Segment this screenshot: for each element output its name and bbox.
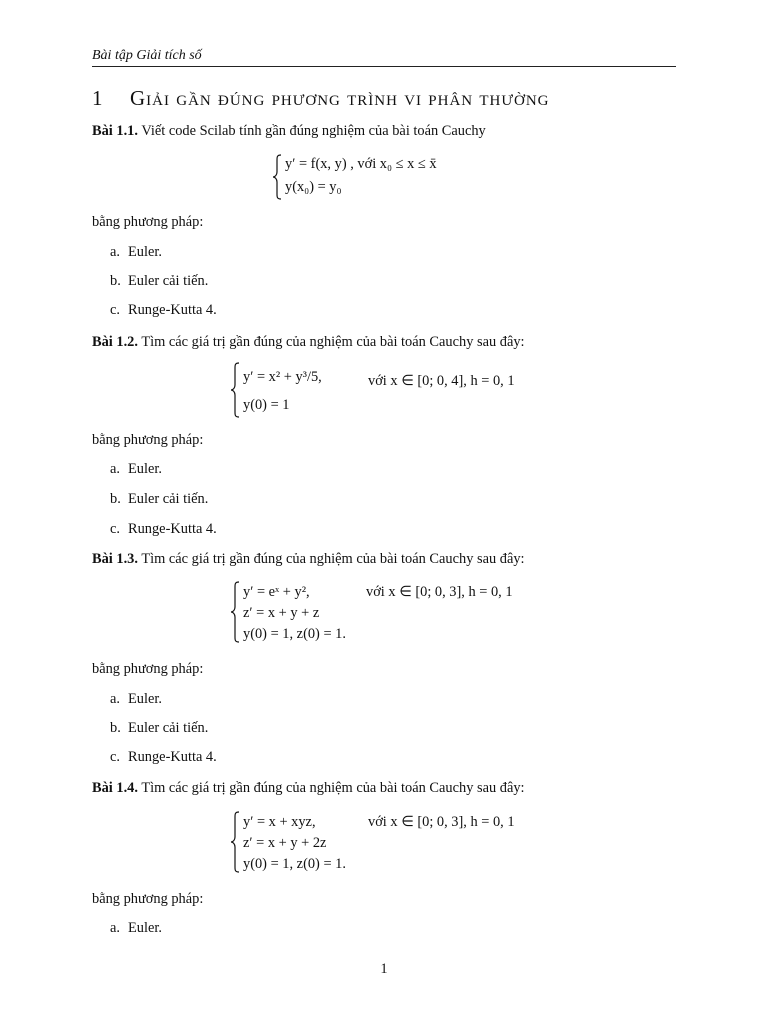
left-brace-icon bbox=[230, 811, 240, 873]
list-marker: b. bbox=[110, 273, 121, 289]
list-marker: c. bbox=[110, 749, 120, 765]
left-brace-icon bbox=[230, 581, 240, 643]
list-item bbox=[110, 490, 208, 508]
exercise-1-3-statement bbox=[92, 550, 525, 568]
list-item-text: Euler. bbox=[128, 691, 162, 707]
exercise-1-3-system bbox=[230, 581, 550, 643]
list-marker: a. bbox=[110, 244, 120, 260]
equation-line: y(x₀) = y₀ bbox=[285, 179, 342, 195]
list-item bbox=[110, 243, 162, 261]
domain-condition: với x ∈ [0; 0, 4], h = 0, 1 bbox=[368, 373, 515, 389]
list-item bbox=[110, 460, 162, 478]
method-intro: bằng phương pháp: bbox=[92, 432, 204, 448]
equation-line: y(0) = 1 bbox=[243, 397, 290, 413]
equation-line: y(0) = 1, z(0) = 1. bbox=[243, 856, 346, 872]
method-intro: bằng phương pháp: bbox=[92, 214, 204, 230]
equation-line: y′ = f(x, y) , với x₀ ≤ x ≤ x̄ bbox=[285, 156, 437, 172]
list-item bbox=[110, 690, 162, 708]
list-marker: a. bbox=[110, 691, 120, 707]
list-item-text: Runge-Kutta 4. bbox=[128, 521, 217, 537]
exercise-label: Bài 1.3. bbox=[92, 551, 138, 567]
equation-line: y′ = x² + y³/5, bbox=[243, 369, 322, 385]
exercise-prompt: Tìm các giá trị gần đúng của nghiệm của bài toán Cauchy sau đây: bbox=[141, 780, 525, 796]
exercise-1-4-statement bbox=[92, 779, 525, 797]
exercise-1-4-system bbox=[230, 811, 550, 873]
exercise-prompt: Viết code Scilab tính gần đúng nghiệm của bài toán Cauchy bbox=[141, 123, 486, 139]
list-item bbox=[110, 520, 217, 538]
list-marker: a. bbox=[110, 461, 120, 477]
exercise-prompt: Tìm các giá trị gần đúng của nghiệm của bài toán Cauchy sau đây: bbox=[141, 334, 525, 350]
section-heading bbox=[92, 86, 550, 110]
exercise-prompt: Tìm các giá trị gần đúng của nghiệm của bài toán Cauchy sau đây: bbox=[141, 551, 525, 567]
list-marker: b. bbox=[110, 491, 121, 507]
left-brace-icon bbox=[230, 362, 240, 418]
method-intro: bằng phương pháp: bbox=[92, 891, 204, 907]
list-item-text: Runge-Kutta 4. bbox=[128, 302, 217, 318]
equation-line: z′ = x + y + z bbox=[243, 605, 320, 621]
exercise-1-1-statement bbox=[92, 122, 486, 140]
list-marker: b. bbox=[110, 720, 121, 736]
list-item bbox=[110, 748, 217, 766]
exercise-label: Bài 1.1. bbox=[92, 123, 138, 139]
list-item-text: Euler cải tiến. bbox=[128, 720, 209, 736]
list-item bbox=[110, 719, 208, 737]
equation-line: y′ = x + xyz, bbox=[243, 814, 316, 830]
page-number: 1 bbox=[380, 961, 388, 977]
exercise-1-1-system bbox=[272, 154, 532, 200]
list-marker: c. bbox=[110, 302, 120, 318]
list-item bbox=[110, 301, 217, 319]
running-header: Bài tập Giải tích số bbox=[92, 48, 676, 67]
list-marker: a. bbox=[110, 920, 120, 936]
exercise-1-2-statement bbox=[92, 333, 525, 351]
equation-line: y(0) = 1, z(0) = 1. bbox=[243, 626, 346, 642]
list-item-text: Euler. bbox=[128, 920, 162, 936]
list-item bbox=[110, 919, 162, 937]
exercise-1-2-system bbox=[230, 362, 550, 418]
exercise-label: Bài 1.4. bbox=[92, 780, 138, 796]
section-title: Giải gần đúng phương trình vi phân thường bbox=[130, 86, 550, 110]
list-item-text: Euler cải tiến. bbox=[128, 491, 209, 507]
domain-condition: với x ∈ [0; 0, 3], h = 0, 1 bbox=[368, 814, 515, 830]
list-item-text: Euler. bbox=[128, 461, 162, 477]
list-item-text: Runge-Kutta 4. bbox=[128, 749, 217, 765]
list-item-text: Euler cải tiến. bbox=[128, 273, 209, 289]
list-item-text: Euler. bbox=[128, 244, 162, 260]
left-brace-icon bbox=[272, 154, 282, 200]
method-intro: bằng phương pháp: bbox=[92, 661, 204, 677]
equation-line: y′ = eˣ + y², bbox=[243, 584, 310, 600]
equation-line: z′ = x + y + 2z bbox=[243, 835, 327, 851]
domain-condition: với x ∈ [0; 0, 3], h = 0, 1 bbox=[366, 584, 513, 600]
list-item bbox=[110, 272, 208, 290]
exercise-label: Bài 1.2. bbox=[92, 334, 138, 350]
list-marker: c. bbox=[110, 521, 120, 537]
section-number: 1 bbox=[92, 86, 103, 110]
